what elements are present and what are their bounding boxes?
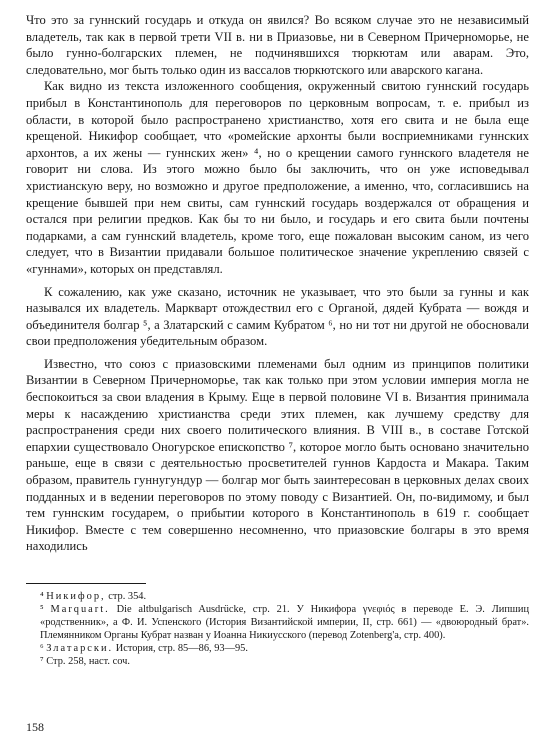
paragraph-3: К сожалению, как уже сказано, источник не указывает, что это были за гунны и как назывался их владетель. Маркварт отождествил его с Органой, дядей Кубрата — вождя и объединителя болгар ⁵, а Златарский с самим Кубратом ⁶, но ни тот ни другой не обосновали свои предположения убедительным образом. (26, 284, 529, 349)
footnote-text: Die altbulgarisch Ausdrücke, стр. 21. У Никифора γνεφιός в переводе Е. Э. Липшиц «родственник», а Ф. И. Успенского (История Византийской империи, II, стр. 661) — «двоюродный брат». Племянником Органы Кубрат назван у Иоанна Никиусского (перевод Zotenberg'a, стр. 400). (40, 604, 530, 641)
paragraph-2: Как видно из текста изложенного сообщения, окруженный свитою гуннский государь прибыл в Константинополь для переговоров по церковным вопросам, т. е. прибыл из области, в которой было распространено христианство, хотя его свита и не была еще крещеной. Никифор сообщает, что «ромейские архонты были восприемниками гуннских архонтов, а их жены — гуннских жен» ⁴, но о крещении самого гуннского владетеля не говорит ни слова. Из этого можно было бы заключить, что он уже исповедывал христианскую веру, но возможно и другое предположение, а именно, что, согласившись на крещение бывшей при нем свиты, сам гуннский государь воздержался от обращения и остался при религии предков. Как бы то ни было, и государь и его свита были почтены подарками, а сам гуннский владетель, кроме того, еще пожалован высоким саном, из чего следует, что в Византии придавали большое политическое значение укреплению связей с «гуннами», которых он представлял. (26, 79, 529, 276)
footnote-text: Стр. 258, наст. соч. (46, 656, 130, 667)
footnote-author: Никифор, (46, 591, 106, 602)
footnote-text: История, стр. 85—86, 93—95. (113, 643, 248, 654)
footnote-marker: ⁷ (40, 656, 44, 667)
paragraph-4: Известно, что союз с приазовскими племенами был одним из принципов политики Византии в Северном Причерноморье, так как только при этом условии империя могла не беспокоиться за свои владения в Крыму. Еще в первой половине VI в. Византия принимала меры к насаждению христианства среди этих племен, как лучшему средству для распространения среди них своего политического влияния. В VIII в., в составе Готской епархии существовало Оногурское епископство ⁷, которое могло быть основано значительно раньше, еще в связи с деятельностью просветителей гуннов Кардоста и Макара. Таким образом, правитель гуннугундур — болгар мог быть заинтересован в церковных делах своих подданных и в ведении переговоров по этому поводу с Византией. Он, по-видимому, и был тем гуннским государем, о прибытии которого в Константинополь в 619 г. сообщает Никифор. Вместе с тем совершенно несомненно, что приазовские болгары в это время находились (26, 356, 529, 554)
footnote-marker: ⁵ (40, 604, 44, 615)
page-number: 158 (26, 720, 44, 734)
page-body (26, 12, 529, 668)
footnote-marker: ⁶ (40, 643, 44, 654)
footnote-marker: ⁴ (40, 591, 44, 602)
footnote-4 (26, 590, 529, 603)
footnote-5 (26, 603, 529, 642)
paragraph-1: Что это за гуннский государь и откуда он явился? Во всяком случае это не независимый владетель, так как в первой трети VII в. ни в Приазовье, ни в Северном Причерноморье, не было гунно-болгарских племен, не подчинявшихся тюркютам или аварам. Это, следовательно, мог быть только один из вассалов тюркютского или аварского кагана. (26, 13, 529, 77)
footnote-divider (26, 583, 146, 584)
footnote-author: Marquart. (50, 604, 110, 615)
footnote-6 (26, 642, 529, 655)
footnote-author: Златарски. (46, 643, 114, 654)
footnote-7 (26, 655, 529, 668)
footnote-text: стр. 354. (105, 591, 147, 602)
